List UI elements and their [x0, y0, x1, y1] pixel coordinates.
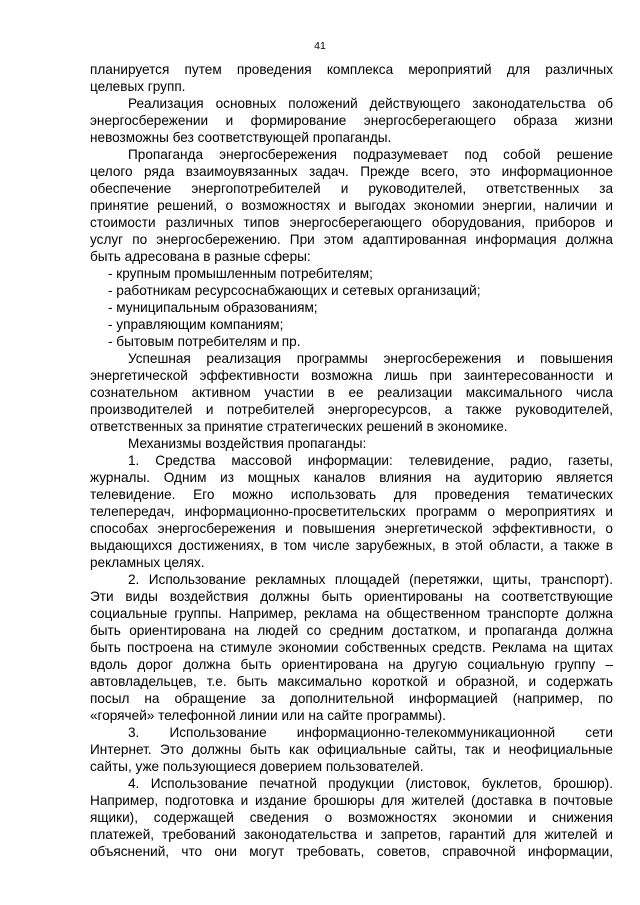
- text-line: невозможны без соответствующей пропаганды.: [90, 130, 392, 145]
- list-item: - муниципальным образованиям;: [108, 300, 318, 315]
- list-item: - управляющим компаниям;: [108, 317, 284, 332]
- text-line: энергетической эффективности возможна лишь при заинтересованности и: [90, 368, 613, 383]
- text-line: 2. Использование рекламных площадей (перетяжки, щиты, транспорт).: [128, 572, 613, 587]
- text-line: принятие решений, о возможностях и выгодах экономии энергии, наличии и: [90, 198, 613, 213]
- text-line: энергосбережении и формирование энергосберегающего образа жизни: [90, 113, 613, 128]
- text-line: стоимости различных типов энергосберегающего оборудования, приборов и: [90, 215, 613, 230]
- text-line: способах энергосбережения и повышения энергетической эффективности, о: [90, 521, 613, 536]
- text-line: сознательном активном участии в ее реализации максимального числа: [90, 385, 613, 400]
- text-line: выдающихся достижениях, в том числе зарубежных, в этой области, а также в: [90, 538, 613, 553]
- text-line: 3. Использование информационно-телекоммуникационной сети: [128, 725, 613, 740]
- text-line: «горячей» телефонной линии или на сайте программы).: [90, 708, 446, 723]
- text-line: социальные группы. Например, реклама на общественном транспорте должна: [90, 606, 613, 621]
- list-item: - работникам ресурсоснабжающих и сетевых организаций;: [108, 283, 481, 298]
- text-line: ответственных за принятие стратегических решений в экономике.: [90, 419, 508, 434]
- text-line: Эти виды воздействия должны быть ориентированы на соответствующие: [90, 589, 613, 604]
- text-line: быть адресована в разные сферы:: [90, 249, 311, 264]
- text-line: Интернет. Это должны быть как официальные сайты, так и неофициальные: [90, 742, 613, 757]
- text-line: 1. Средства массовой информации: телевидение, радио, газеты,: [128, 453, 613, 468]
- page-number: 41: [314, 40, 326, 52]
- text-line: телевидение. Его можно использовать для проведения тематических: [90, 487, 613, 502]
- text-line: автовладельцев, т.е. быть максимально короткой и образной, и содержать: [90, 674, 613, 689]
- body-text: [90, 61, 613, 860]
- list-item: - крупным промышленным потребителям;: [108, 266, 373, 281]
- text-line: объяснений, что они могут требовать, советов, справочной информации,: [90, 844, 613, 859]
- text-line: обеспечение энергопотребителей и руководителей, ответственных за: [90, 181, 613, 196]
- text-line: рекламных целях.: [90, 555, 205, 570]
- text-line: Пропаганда энергосбережения подразумевает под собой решение: [128, 147, 613, 162]
- text-line: производителей и потребителей энергоресурсов, а также руководителей,: [90, 402, 613, 417]
- text-line: быть ориентирована на людей со средним достатком, и пропаганда должна: [90, 623, 613, 638]
- text-line: платежей, требований законодательства и запретов, гарантий для жителей и: [90, 827, 613, 842]
- text-line: Например, подготовка и издание брошюры для жителей (доставка в почтовые: [90, 793, 613, 808]
- text-line: журналы. Одним из мощных каналов влияния на аудиторию является: [90, 470, 613, 485]
- text-line: планируется путем проведения комплекса мероприятий для различных: [90, 62, 613, 77]
- text-line: услуг по энергосбережению. При этом адаптированная информация должна: [90, 232, 613, 247]
- list-item: - бытовым потребителям и пр.: [108, 334, 301, 349]
- text-line: быть построена на стимуле экономии собственных средств. Реклама на щитах: [90, 640, 613, 655]
- text-line: Успешная реализация программы энергосбережения и повышения: [128, 351, 613, 366]
- text-line: 4. Использование печатной продукции (листовок, буклетов, брошюр).: [128, 776, 613, 791]
- text-line: целого ряда взаимоувязанных задач. Прежде всего, это информационное: [90, 164, 613, 179]
- text-line: ящики), содержащей сведения о возможностях экономии и снижения: [90, 810, 613, 825]
- text-line: телепередач, информационно-просветительских программ о мероприятиях и: [90, 504, 613, 519]
- text-line: целевых групп.: [90, 79, 186, 94]
- text-line: Реализация основных положений действующего законодательства об: [128, 96, 613, 111]
- text-line: вдоль дорог должна быть ориентирована на другую социальную группу –: [90, 657, 613, 672]
- text-line: посыл на обращение за дополнительной информацией (например, по: [90, 691, 613, 706]
- text-line: сайты, уже пользующиеся доверием пользователей.: [90, 759, 424, 774]
- text-line: Механизмы воздействия пропаганды:: [128, 436, 367, 451]
